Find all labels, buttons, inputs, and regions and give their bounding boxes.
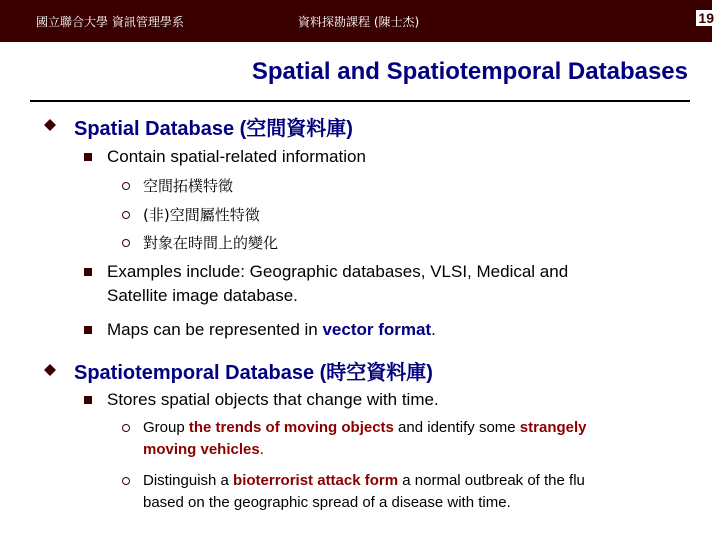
header-institution: 國立聯合大學 資訊管理學系 [36, 15, 184, 29]
list-subitem-line: moving vehicles. [143, 441, 264, 458]
list-item [107, 318, 697, 342]
highlight-vector-format: vector format [322, 320, 432, 339]
highlight-moving-vehicles: moving vehicles [143, 441, 260, 458]
section-heading-spatial: Spatial Database (空間資料庫) [74, 118, 353, 140]
list-item-line: Examples include: Geographic databases, VLSI, Medical and [107, 262, 569, 281]
list-subitem [143, 470, 703, 514]
diamond-bullet-icon [44, 119, 56, 131]
list-item-line: Satellite image database. [107, 286, 298, 305]
square-bullet-icon [84, 326, 92, 334]
page-title: Spatial and Spatiotemporal Databases [251, 58, 688, 85]
highlight-trends: the trends of moving objects [188, 419, 394, 436]
square-bullet-icon [84, 153, 92, 161]
list-item: Stores spatial objects that change with time. [107, 390, 439, 409]
list-subitem-line: Distinguish a bioterrorist attack form a normal outbreak of the flu [143, 472, 585, 489]
list-subitem: 空間拓樸特徵 [143, 177, 234, 195]
list-subitem-line: Group the trends of moving objects and identify some strangely [143, 419, 587, 436]
list-item-text: . [431, 320, 436, 339]
list-item-text: Maps can be represented in [107, 320, 323, 339]
ring-bullet-icon [122, 239, 130, 247]
square-bullet-icon [84, 268, 92, 276]
list-subitem [143, 417, 703, 461]
list-item [107, 260, 697, 308]
list-subitem: 對象在時間上的變化 [143, 234, 279, 252]
list-subitem-line: based on the geographic spread of a disease with time. [143, 494, 511, 511]
ring-bullet-icon [122, 182, 130, 190]
ring-bullet-icon [122, 424, 130, 432]
ring-bullet-icon [122, 211, 130, 219]
square-bullet-icon [84, 396, 92, 404]
header-bar [0, 0, 712, 42]
list-item: Contain spatial-related information [107, 147, 366, 166]
section-heading-spatiotemporal: Spatiotemporal Database (時空資料庫) [74, 362, 433, 384]
highlight-strangely: strangely [519, 419, 587, 436]
highlight-bioterrorist: bioterrorist attack form [233, 472, 399, 489]
ring-bullet-icon [122, 477, 130, 485]
diamond-bullet-icon [44, 364, 56, 376]
list-subitem: (非)空間屬性特徵 [143, 206, 260, 224]
header-course: 資料探勘課程 (陳士杰) [298, 15, 420, 29]
title-divider [30, 100, 690, 102]
page-number: 19 [698, 10, 714, 26]
